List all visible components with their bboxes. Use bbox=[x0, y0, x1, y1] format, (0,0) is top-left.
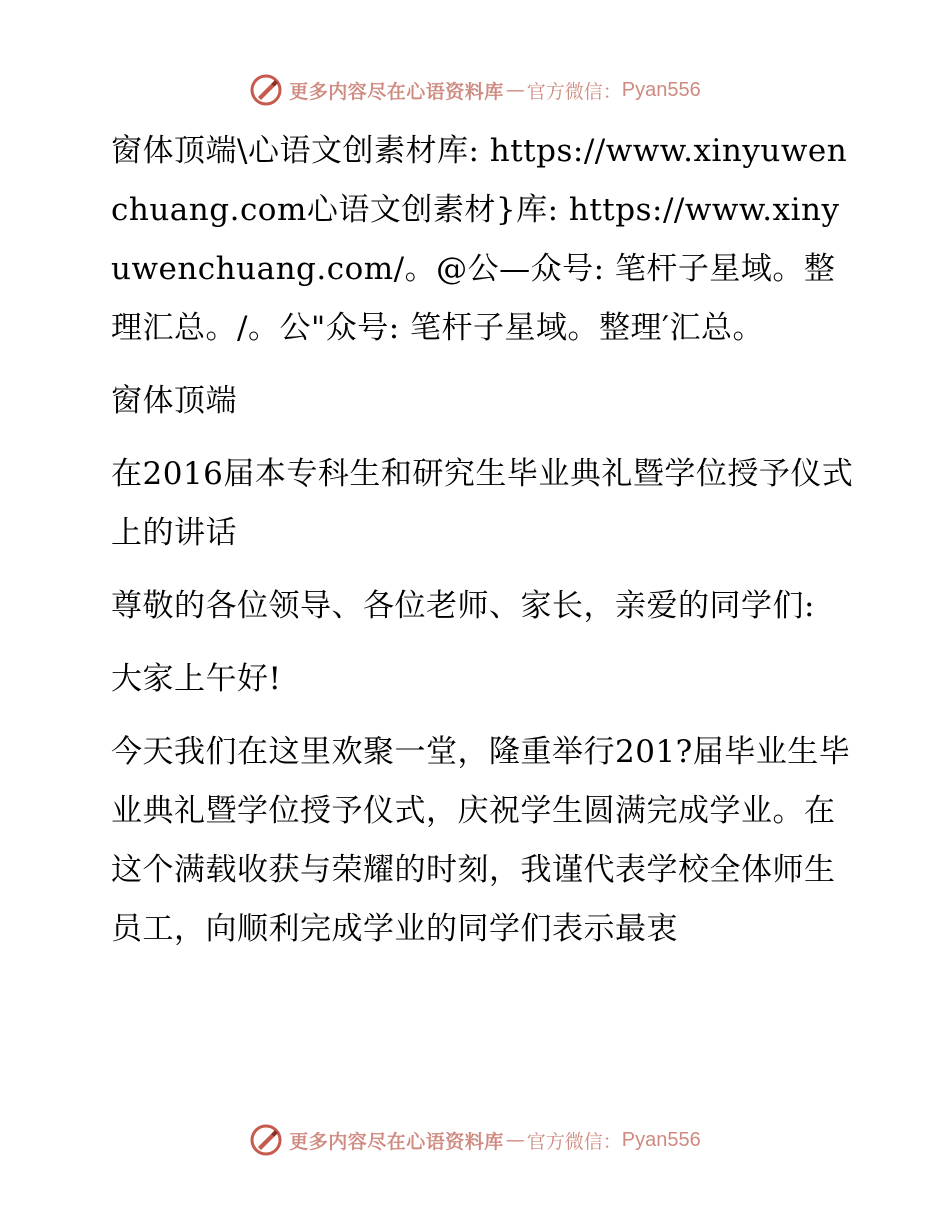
banner-main-text: 更多内容尽在心语资料库 bbox=[289, 1130, 504, 1153]
paragraph-morning: 大家上午好! bbox=[111, 661, 282, 697]
pen-logo-icon bbox=[249, 1123, 283, 1157]
banner-dash: — bbox=[505, 1129, 525, 1151]
footer-banner bbox=[0, 1120, 950, 1160]
paragraph-greeting: 尊敬的各位领导、各位老师、家长，亲爱的同学们: bbox=[111, 588, 815, 624]
document-title: 在2016届本专科生和研究生毕业典礼暨学位授予仪式上的讲话 bbox=[111, 456, 854, 551]
banner-sub-text: 官方微信： bbox=[526, 80, 622, 103]
banner-sub-text: 官方微信： bbox=[526, 1130, 622, 1153]
paragraph-source: 窗体顶端\心语文创素材库: https://www.xinyuwenchuang.com心语文创素材}库: https://www.xinyuwenchuang.com/。@公—众号: 笔杆子星域。整理汇总。/。公"众号: 笔杆子星域。整理′汇总。 bbox=[111, 133, 848, 346]
header-banner bbox=[0, 70, 950, 110]
paragraph-window-top: 窗体顶端 bbox=[111, 383, 237, 419]
pen-logo-icon bbox=[249, 73, 283, 107]
banner-main-text: 更多内容尽在心语资料库 bbox=[289, 80, 504, 103]
document-body bbox=[97, 122, 857, 973]
banner-wechat-id: Pyan556 bbox=[621, 78, 701, 101]
banner-dash: — bbox=[505, 79, 525, 101]
banner-wechat-id: Pyan556 bbox=[621, 1128, 701, 1151]
paragraph-body: 今天我们在这里欢聚一堂，隆重举行201?届毕业生毕业典礼暨学位授予仪式，庆祝学生圆满完成学业。在这个满载收获与荣耀的时刻，我谨代表学校全体师生员工，向顺利完成学业的同学们表示最衷 bbox=[111, 734, 851, 947]
